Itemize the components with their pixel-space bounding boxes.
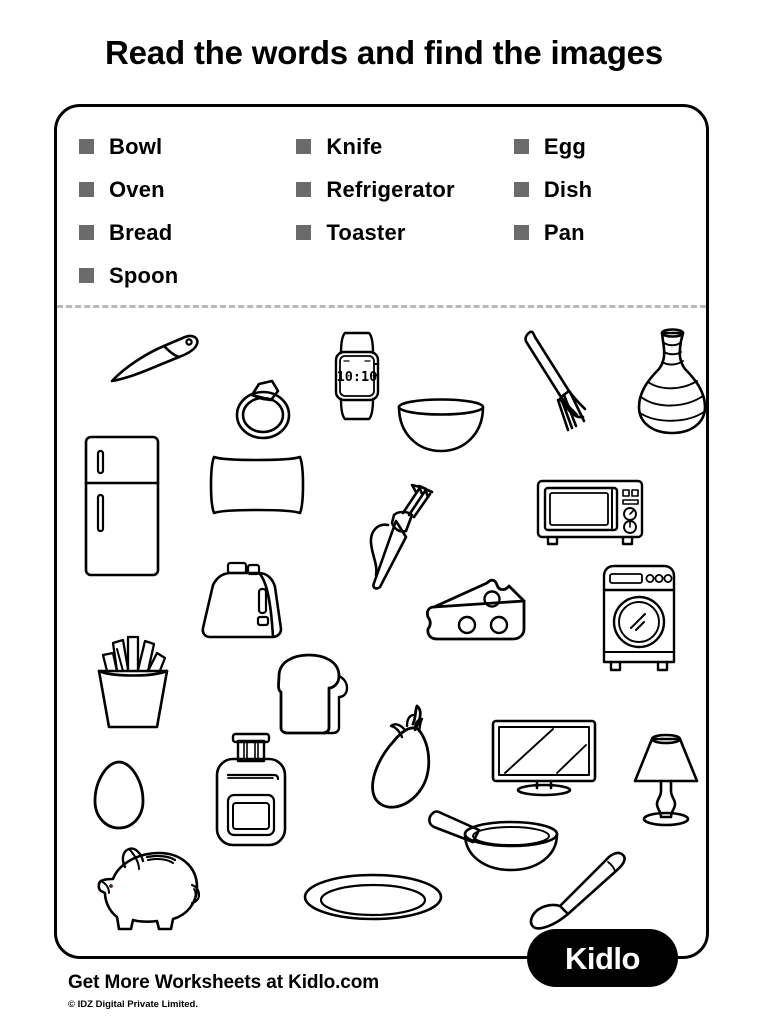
word-item-toaster[interactable]: [296, 211, 513, 254]
section-divider: [57, 305, 706, 308]
checkbox-icon[interactable]: [296, 182, 311, 197]
word-label: Bowl: [109, 133, 163, 159]
picture-ring[interactable]: [229, 369, 297, 441]
footer-copyright-text: © IDZ Digital Private Limited.: [68, 999, 198, 1010]
checkbox-icon[interactable]: [514, 139, 529, 154]
picture-cheese[interactable]: [423, 573, 531, 645]
word-column-1: [79, 125, 296, 297]
watch-time-text: 10:10: [336, 369, 378, 385]
word-item-refrigerator[interactable]: [296, 168, 513, 211]
picture-vase[interactable]: [635, 327, 710, 437]
checkbox-icon[interactable]: [514, 182, 529, 197]
word-column-3: [514, 125, 684, 297]
footer-promo-text: Get More Worksheets at Kidlo.com: [68, 972, 380, 993]
page-title: Read the words and find the images: [105, 34, 663, 71]
checkbox-icon[interactable]: [79, 268, 94, 283]
picture-bowl[interactable]: [396, 398, 486, 454]
picture-toaster[interactable]: [197, 559, 289, 641]
word-label: Pan: [543, 219, 585, 245]
word-label: Dish: [543, 176, 593, 202]
word-item-oven[interactable]: [79, 168, 296, 211]
word-item-knife[interactable]: [296, 125, 513, 168]
word-item-dish[interactable]: [514, 168, 684, 211]
picture-pillow[interactable]: [205, 451, 309, 519]
checkbox-icon[interactable]: [514, 225, 529, 240]
picture-piggy-bank[interactable]: [95, 845, 205, 933]
word-label: Bread: [109, 219, 173, 245]
word-label: Knife: [326, 133, 383, 159]
picture-knife[interactable]: [107, 333, 202, 388]
picture-eggplant[interactable]: [369, 704, 441, 816]
word-label: Toaster: [326, 219, 406, 245]
picture-spoon[interactable]: [520, 851, 630, 931]
word-item-spoon[interactable]: [79, 254, 296, 297]
picture-fork[interactable]: [519, 329, 599, 439]
picture-bread[interactable]: [269, 652, 353, 736]
kidlo-logo: [527, 929, 678, 987]
picture-oven[interactable]: [534, 477, 646, 549]
word-item-bowl[interactable]: [79, 125, 296, 168]
checkbox-icon[interactable]: [296, 139, 311, 154]
picture-french-fries[interactable]: [87, 629, 179, 731]
picture-egg[interactable]: [91, 759, 147, 831]
picture-dish[interactable]: [302, 872, 444, 922]
word-column-2: [296, 125, 513, 297]
word-item-egg[interactable]: [514, 125, 684, 168]
picture-smartwatch[interactable]: [327, 331, 387, 421]
worksheet-card: [54, 104, 709, 959]
picture-area: [57, 311, 706, 939]
word-label: Oven: [109, 176, 165, 202]
word-item-pan[interactable]: [514, 211, 684, 254]
word-label: Spoon: [109, 262, 179, 288]
checkbox-icon[interactable]: [79, 225, 94, 240]
checkbox-icon[interactable]: [79, 139, 94, 154]
word-label: Egg: [543, 133, 586, 159]
picture-television[interactable]: [489, 717, 599, 797]
picture-refrigerator[interactable]: [82, 433, 162, 579]
picture-suitcase[interactable]: [211, 731, 291, 849]
word-label: Refrigerator: [326, 176, 455, 202]
word-list: [57, 125, 706, 297]
kidlo-logo-text: Kidlo: [565, 940, 640, 976]
picture-lamp[interactable]: [627, 731, 705, 827]
checkbox-icon[interactable]: [79, 182, 94, 197]
checkbox-icon[interactable]: [296, 225, 311, 240]
word-item-bread[interactable]: [79, 211, 296, 254]
picture-washing-machine[interactable]: [598, 562, 680, 674]
